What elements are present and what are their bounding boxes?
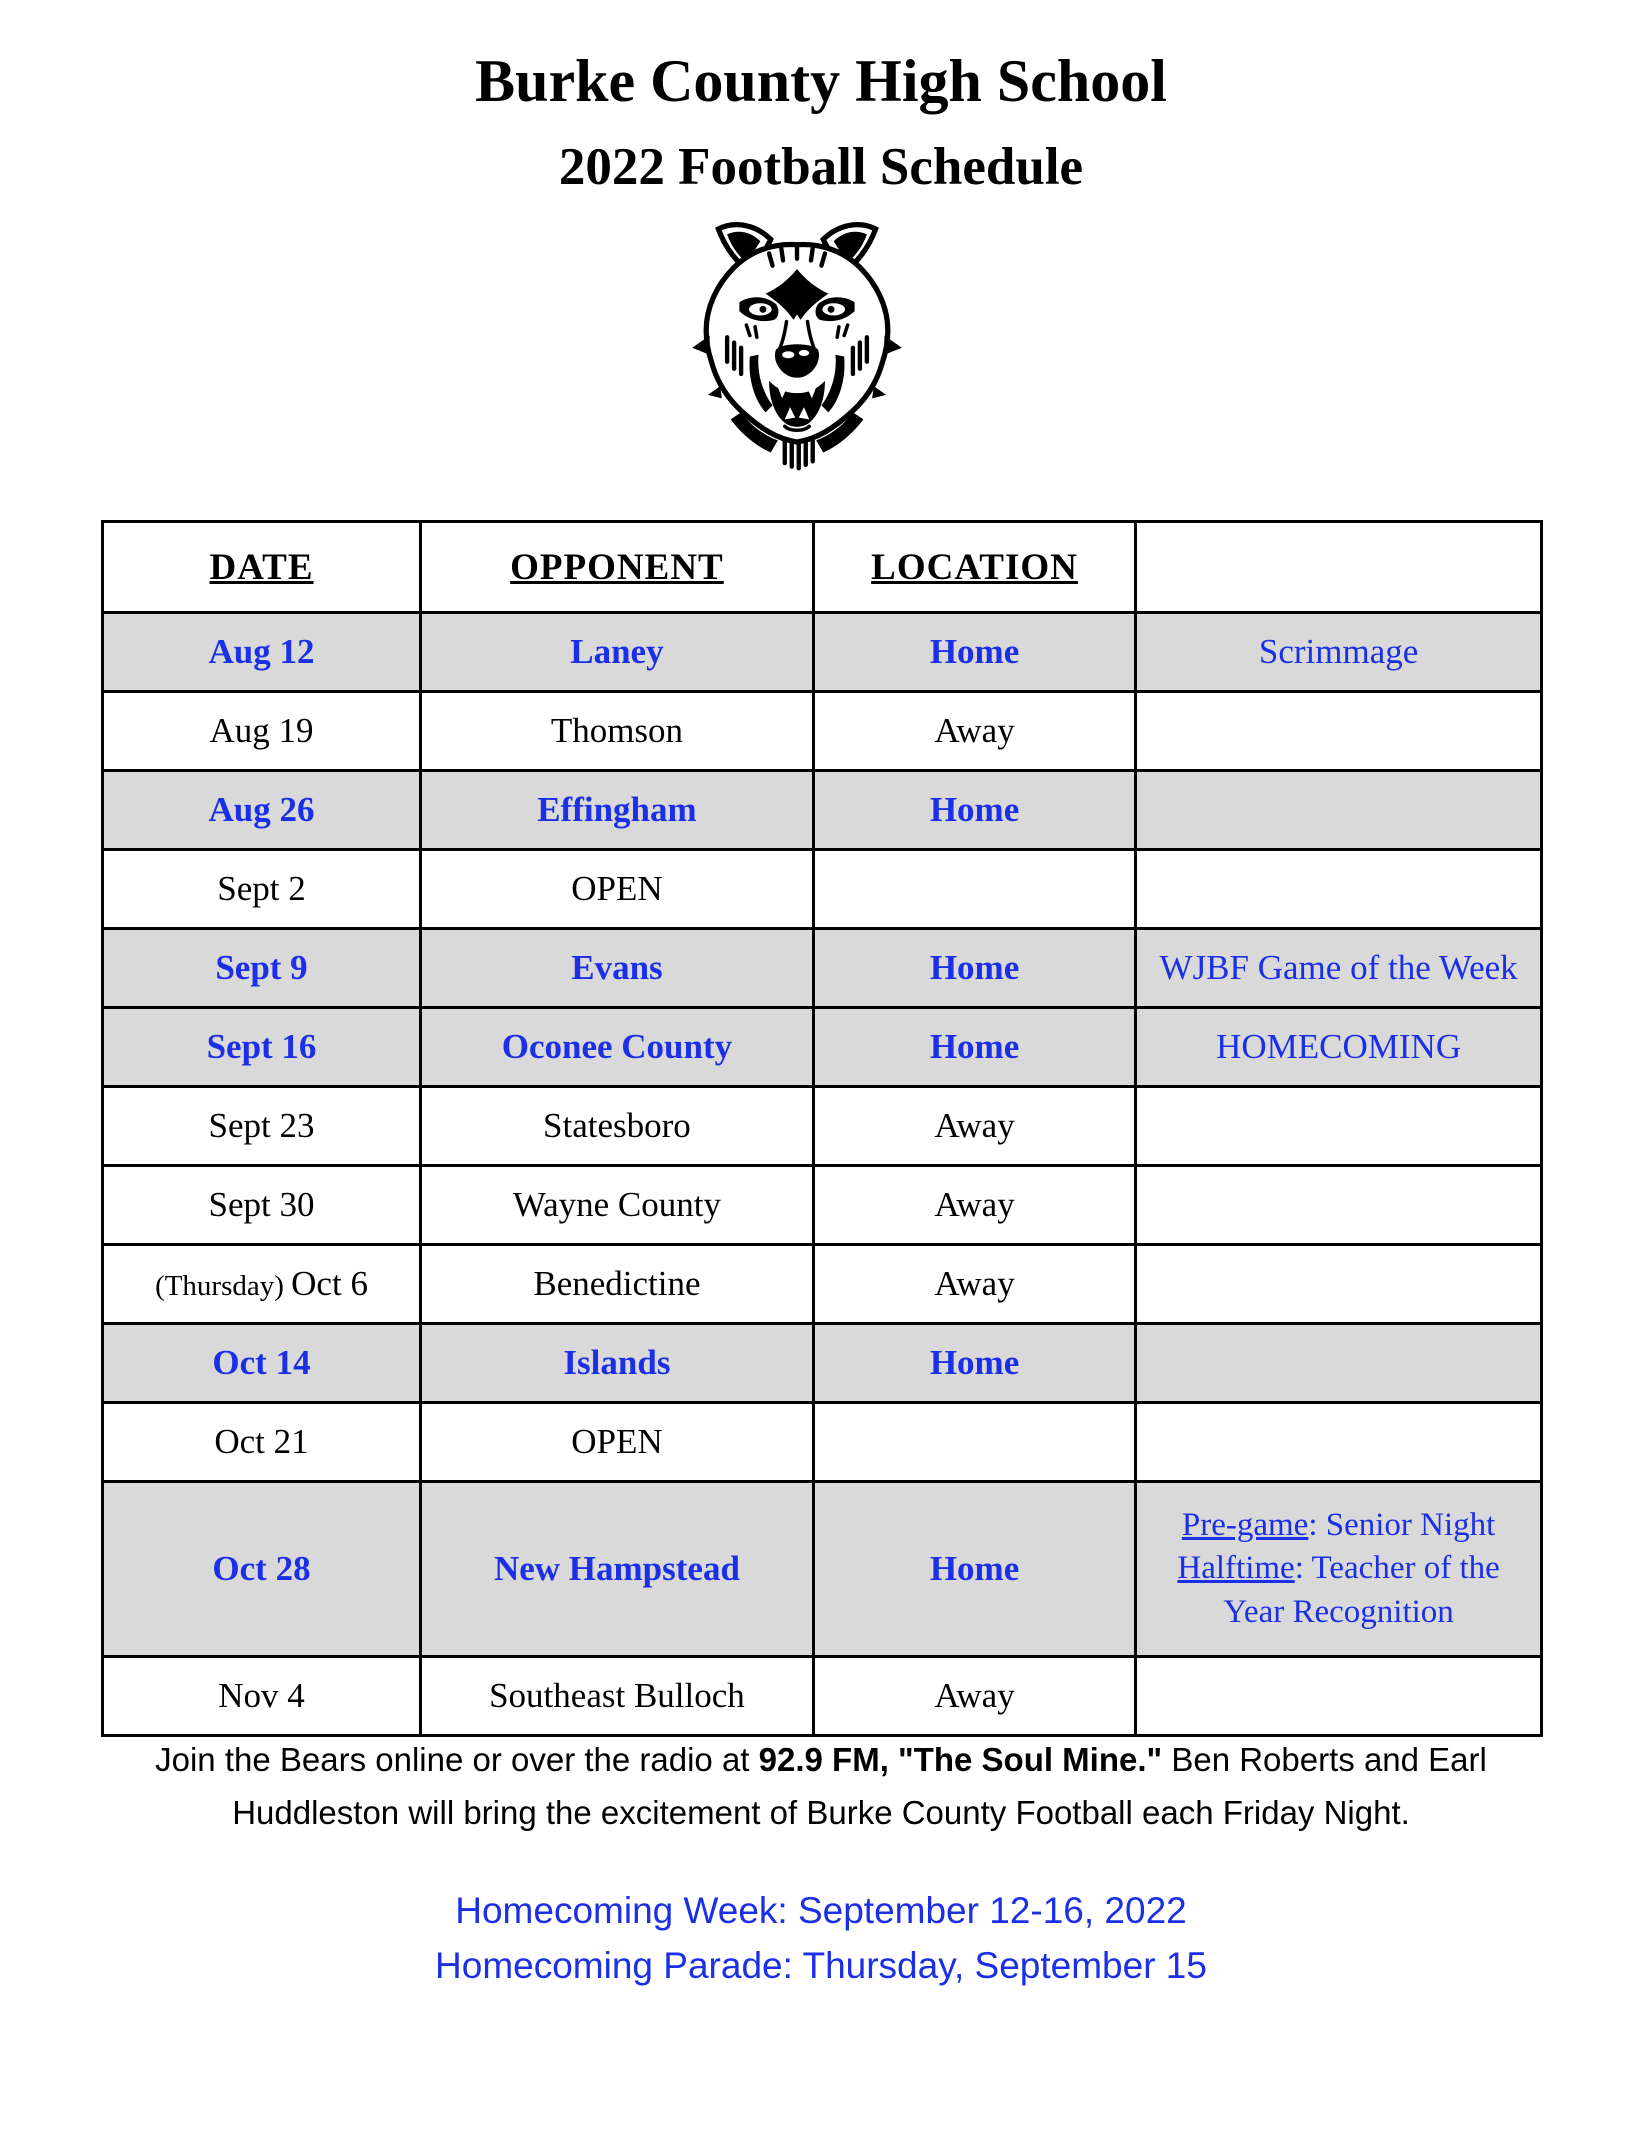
opponent-cell: OPEN: [421, 850, 814, 929]
radio-broadcast-note: Join the Bears online or over the radio at 92.9 FM, "The Soul Mine." Ben Roberts and Earl Huddleston will bring the excitement of Burke County Football each Friday Night.: [155, 1741, 1487, 1831]
notes-column-header: [1136, 522, 1542, 613]
opponent-cell: New Hampstead: [421, 1482, 814, 1657]
opponent-cell: Evans: [421, 929, 814, 1008]
date-cell: Aug 12: [103, 613, 421, 692]
location-cell: Home: [813, 613, 1135, 692]
opponent-cell: Effingham: [421, 771, 814, 850]
table-row: [103, 771, 1542, 850]
date-column-header: DATE: [103, 522, 421, 613]
notes-cell: [1136, 1482, 1542, 1657]
opponent-cell: Benedictine: [421, 1245, 814, 1324]
location-cell: Home: [813, 1008, 1135, 1087]
opponent-cell: Islands: [421, 1324, 814, 1403]
table-row: [103, 1008, 1542, 1087]
homecoming-parade-line: Homecoming Parade: Thursday, September 15: [435, 1944, 1207, 1986]
bear-head-logo-icon: [666, 210, 928, 482]
location-cell: Home: [813, 929, 1135, 1008]
opponent-column-header: OPPONENT: [421, 522, 814, 613]
opponent-cell: OPEN: [421, 1403, 814, 1482]
table-row: [103, 850, 1542, 929]
table-row: [103, 1324, 1542, 1403]
notes-cell: WJBF Game of the Week: [1136, 929, 1542, 1008]
halftime-note: Halftime: Teacher of the Year Recognition: [1177, 1550, 1500, 1630]
date-cell: Oct 14: [103, 1324, 421, 1403]
date-cell: Oct 28: [103, 1482, 421, 1657]
opponent-cell: Thomson: [421, 692, 814, 771]
opponent-cell: Southeast Bulloch: [421, 1657, 814, 1736]
notes-cell: [1136, 1166, 1542, 1245]
location-column-header: LOCATION: [813, 522, 1135, 613]
football-schedule-table: [101, 520, 1543, 1737]
opponent-cell: Laney: [421, 613, 814, 692]
table-row: [103, 1087, 1542, 1166]
notes-cell: [1136, 1087, 1542, 1166]
school-name-title: Burke County High School: [475, 48, 1167, 114]
notes-cell: [1136, 1245, 1542, 1324]
schedule-subtitle: 2022 Football Schedule: [558, 138, 1084, 196]
radio-station-name: 92.9 FM, "The Soul Mine.": [758, 1741, 1163, 1778]
notes-cell: [1136, 771, 1542, 850]
date-cell: Sept 23: [103, 1087, 421, 1166]
date-cell: Aug 19: [103, 692, 421, 771]
table-row: [103, 1657, 1542, 1736]
location-cell: Home: [813, 1324, 1135, 1403]
location-cell: Away: [813, 1657, 1135, 1736]
homecoming-week-line: Homecoming Week: September 12-16, 2022: [455, 1890, 1187, 1931]
notes-cell: [1136, 1324, 1542, 1403]
location-cell: Away: [813, 1245, 1135, 1324]
table-row: [103, 1245, 1542, 1324]
date-cell: Oct 21: [103, 1403, 421, 1482]
header-row: [103, 522, 1542, 613]
table-row: [103, 1403, 1542, 1482]
date-cell: Sept 16: [103, 1008, 421, 1087]
location-cell: Home: [813, 771, 1135, 850]
notes-cell: Scrimmage: [1136, 613, 1542, 692]
table-row: [103, 1482, 1542, 1657]
opponent-cell: Statesboro: [421, 1087, 814, 1166]
date-cell: (Thursday) Oct 6: [103, 1245, 421, 1324]
date-cell: Sept 2: [103, 850, 421, 929]
date-cell: Nov 4: [103, 1657, 421, 1736]
notes-cell: [1136, 692, 1542, 771]
notes-cell: [1136, 1403, 1542, 1482]
notes-cell: HOMECOMING: [1136, 1008, 1542, 1087]
table-row: [103, 613, 1542, 692]
opponent-cell: Oconee County: [421, 1008, 814, 1087]
date-cell: Sept 30: [103, 1166, 421, 1245]
table-row: [103, 929, 1542, 1008]
location-cell: Away: [813, 1087, 1135, 1166]
location-cell: Home: [813, 1482, 1135, 1657]
opponent-cell: Wayne County: [421, 1166, 814, 1245]
weekday-note: (Thursday): [155, 1270, 292, 1302]
notes-cell: [1136, 850, 1542, 929]
notes-cell: [1136, 1657, 1542, 1736]
date-cell: Aug 26: [103, 771, 421, 850]
pregame-note: Pre-game: Senior Night: [1181, 1506, 1496, 1543]
location-cell: [813, 850, 1135, 929]
date-cell: Sept 9: [103, 929, 421, 1008]
location-cell: Away: [813, 1166, 1135, 1245]
location-cell: [813, 1403, 1135, 1482]
table-row: [103, 1166, 1542, 1245]
table-row: [103, 692, 1542, 771]
location-cell: Away: [813, 692, 1135, 771]
homecoming-info: [0, 1884, 1642, 1994]
